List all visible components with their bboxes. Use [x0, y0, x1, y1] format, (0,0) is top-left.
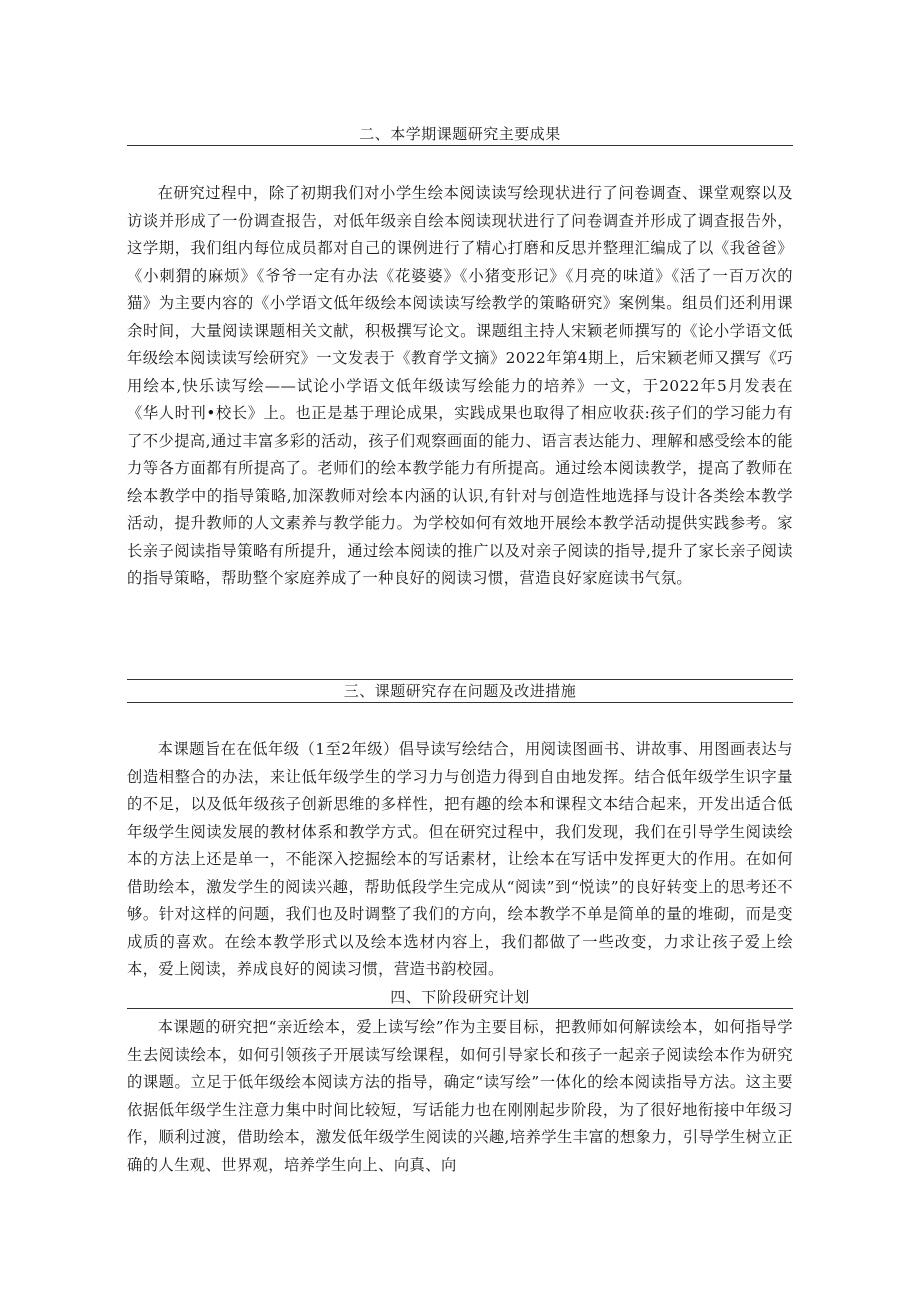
section-heading-next-plan: 四、下阶段研究计划 [390, 988, 530, 1006]
heading-underline [127, 702, 793, 703]
section-heading-achievements: 二、本学期课题研究主要成果 [359, 125, 561, 143]
paragraph-problems: 本课题旨在在低年级（1至2年级）倡导读写绘结合，用阅读图画书、讲故事、用图画表达与创造相整合的办法，来让低年级学生的学习力与创造力得到自由地发挥。结合低年级学生识字量的不足，以及低年级孩子创新思维的多样性，把有趣的绘本和课程文本结合起来，开发出适合低年级学生阅读发展的教材体系和教学方式。但在研究过程中，我们发现，我们在引导学生阅读绘本的方法上还是单一，不能深入挖掘绘本的写话素材，让绘本在写话中发挥更大的作用。在如何借助绘本，激发学生的阅读兴趣，帮助低段学生完成从“阅读”到“悦读”的良好转变上的思考还不够。针对这样的问题，我们也及时调整了我们的方向，绘本教学不单是简单的量的堆砌，而是变成质的喜欢。在绘本教学形式以及绘本选材内容上，我们都做了一些改变，力求让孩子爱上绘本，爱上阅读，养成良好的阅读习惯，营造书韵校园。 [127, 740, 793, 978]
heading-underline [127, 1008, 793, 1009]
paragraph-next-plan: 本课题的研究把“亲近绘本，爱上读写绘”作为主要目标，把教师如何解读绘本，如何指导学生去阅读绘本，如何引领孩子开展读写绘课程，如何引导家长和孩子一起亲子阅读绘本作为研究的课题。立足于低年级绘本阅读方法的指导，确定“读写绘”一体化的绘本阅读指导方法。这主要依据低年级学生注意力集中时间比较短，写话能力也在刚刚起步阶段，为了很好地衔接中年级习作，顺利过渡，借助绘本，激发低年级学生阅读的兴趣,培养学生丰富的想象力，引导学生树立正确的人生观、世界观，培养学生向上、向真、向 [127, 1018, 793, 1174]
paragraph-achievements: 在研究过程中，除了初期我们对小学生绘本阅读读写绘现状进行了问卷调查、课堂观察以及访谈并形成了一份调查报告，对低年级亲自绘本阅读现状进行了问卷调查并形成了调查报告外，这学期，我们组内每位成员都对自己的课例进行了精心打磨和反思并整理汇编成了以《我爸爸》《小刺猬的麻烦》《爷爷一定有办法《花婆婆》《小猪变形记》《月亮的味道》《活了一百万次的猫》为主要内容的《小学语文低年级绘本阅读读写绘教学的策略研究》案例集。组员们还利用课余时间，大量阅读课题相关文献，积极撰写论文。课题组主持人宋颖老师撰写的《论小学语文低年级绘本阅读读写绘研究》一文发表于《教育学文摘》2022年第4期上，后宋颖老师又撰写《巧用绘本,快乐读写绘——试论小学语文低年级读写绘能力的培养》一文，于2022年5月发表在《华人时刊•校长》上。也正是基于理论成果，实践成果也取得了相应收获:孩子们的学习能力有了不少提高,通过丰富多彩的活动，孩子们观察画面的能力、语言表达能力、理解和感受绘本的能力等各方面都有所提高了。老师们的绘本教学能力有所提高。通过绘本阅读教学，提高了教师在绘本教学中的指导策略,加深教师对绘本内涵的认识,有针对与创造性地选择与设计各类绘本教学活动，提升教师的人文素养与教学能力。为学校如何有效地开展绘本教学活动提供实践参考。家长亲子阅读指导策略有所提升，通过绘本阅读的推广以及对亲子阅读的指导,提升了家长亲子阅读的指导策略，帮助整个家庭养成了一种良好的阅读习惯，营造良好家庭读书气氛。 [127, 184, 793, 587]
heading-underline [127, 145, 793, 146]
section-heading-problems: 三、课题研究存在问题及改进措施 [343, 682, 577, 700]
heading-overline [127, 679, 793, 680]
